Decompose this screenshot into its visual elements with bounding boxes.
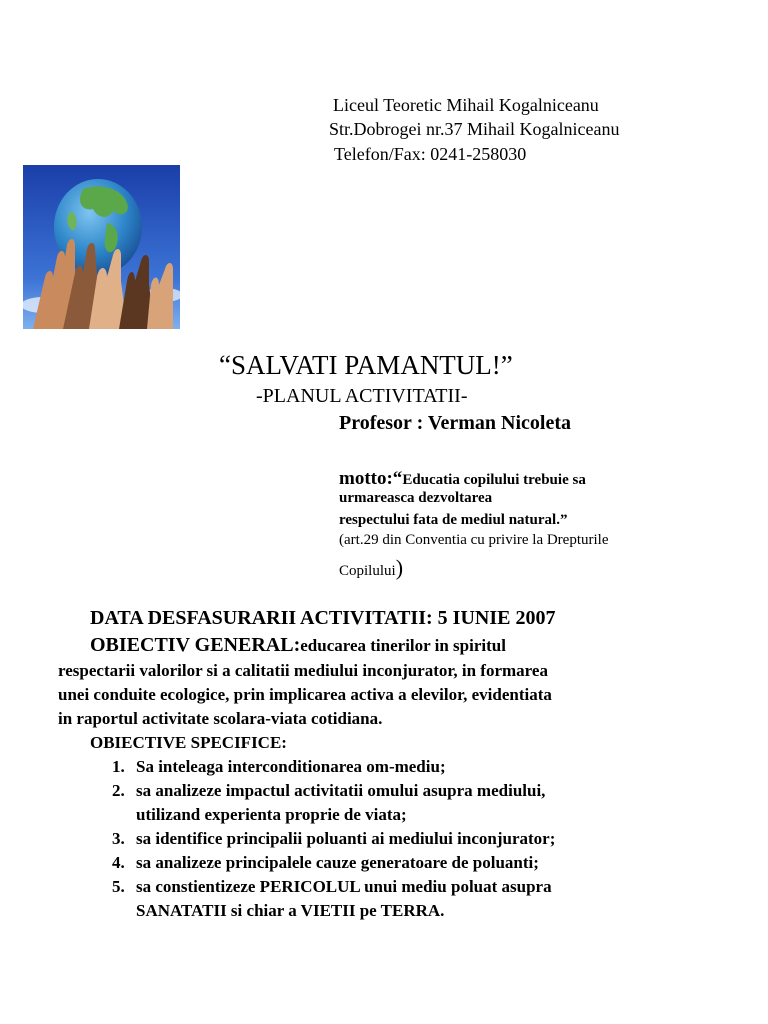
list-item-number: 3. [112,829,125,848]
globe-hands-image [23,165,180,329]
teacher: Profesor : Verman Nicoleta [339,412,571,434]
list-item-number: 4. [112,853,125,872]
general-objective-label: OBIECTIV GENERAL: [90,634,301,656]
list-item-number: 5. [112,877,125,896]
motto-text-2: urmareasca dezvoltarea [339,490,493,506]
school-address: Str.Dobrogei nr.37 Mihail Kogalniceanu [329,119,620,139]
motto-text-3: respectului fata de mediul natural.” [339,512,568,528]
general-objective-line-1 [90,633,506,659]
motto-source-text: Copilului [339,563,396,579]
list-item [58,779,698,827]
list-item [58,827,698,851]
list-item [58,851,698,875]
specific-objectives-list [58,755,698,923]
motto-text-1: Educatia copilului trebuie sa [402,472,586,488]
list-item-text: Sa inteleaga interconditionarea om-mediu; [136,757,446,776]
motto-line-1 [339,467,586,491]
school-name: Liceul Teoretic Mihail Kogalniceanu [333,95,599,115]
motto-source-2 [339,555,403,581]
subtitle: -PLANUL ACTIVITATII- [256,385,468,407]
main-title: “SALVATI PAMANTUL!” [219,350,513,380]
list-item [58,755,698,779]
motto-label: motto:“ [339,468,403,489]
motto-source-close: ) [395,555,404,580]
list-item-text-cont: utilizand experienta proprie de viata; [136,805,407,824]
general-objective-text-3: unei conduite ecologice, prin implicarea activa a elevilor, evidentiata [58,685,552,704]
list-item-number: 1. [112,757,125,776]
general-objective-text-4: in raportul activitate scolara-viata cotidiana. [58,709,383,728]
general-objective-text-1: educarea tinerilor in spiritul [300,636,506,655]
list-item [58,875,698,923]
list-item-text: sa identifice principalii poluanti ai mediului inconjurator; [136,829,556,848]
activity-date: DATA DESFASURARII ACTIVITATII: 5 IUNIE 2007 [90,607,556,629]
motto-source-1: (art.29 din Conventia cu privire la Drepturile [339,532,609,548]
list-item-number: 2. [112,781,125,800]
list-item-text: sa analizeze impactul activitatii omului asupra mediului, [136,781,546,800]
specific-objectives-label: OBIECTIVE SPECIFICE: [90,733,287,752]
list-item-text-cont: SANATATII si chiar a VIETII pe TERRA. [136,901,445,920]
list-item-text: sa analizeze principalele cauze generatoare de poluanti; [136,853,539,872]
school-phone: Telefon/Fax: 0241-258030 [334,144,527,164]
general-objective-text-2: respectarii valorilor si a calitatii mediului inconjurator, in formarea [58,661,548,680]
list-item-text: sa constientizeze PERICOLUL unui mediu poluat asupra [136,877,552,896]
